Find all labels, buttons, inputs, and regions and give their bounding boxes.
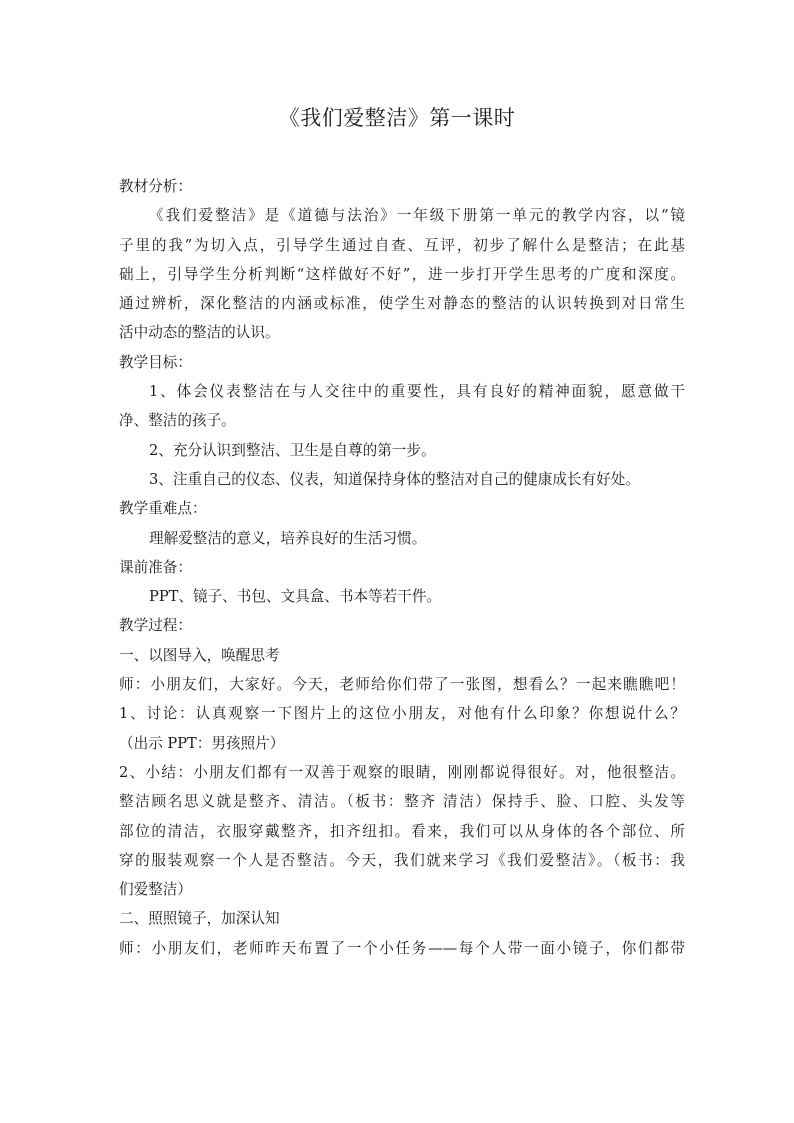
section-heading-preparation: 课前准备： [119, 558, 192, 576]
paragraph-line: （出示 PPT：男孩照片） [119, 734, 285, 752]
goal-item-line: 3、注重自己的仪态、仪表，知道保持身体的整洁对自己的健康成长有好处。 [149, 470, 640, 488]
paragraph-line: 穿的服装观察一个人是否整洁。今天，我们就来学习《我们爱整洁》。（板书：我 [119, 851, 685, 869]
paragraph-line: 础上，引导学生分析判断“这样做好不好”，进一步打开学生思考的广度和深度。 [119, 265, 685, 283]
goal-item-line: 1、体会仪表整洁在与人交往中的重要性，具有良好的精神面貌，愿意做干 [149, 383, 685, 401]
paragraph-line: 师：小朋友们，大家好。今天，老师给你们带了一张图，想看么？一起来瞧瞧吧！ [119, 676, 685, 694]
paragraph-line: 部位的清洁，衣服穿戴整齐，扣齐纽扣。看来，我们可以从身体的各个部位、所 [119, 822, 685, 840]
goal-item-line: 净、整洁的孩子。 [119, 412, 236, 430]
paragraph-line: 《我们爱整洁》是《道德与法治》一年级下册第一单元的教学内容，以“镜 [149, 207, 685, 225]
paragraph-line: 们爱整洁） [119, 881, 192, 899]
paragraph-line: 理解爱整洁的意义，培养良好的生活习惯。 [149, 529, 427, 547]
subsection-heading: 一、以图导入，唤醒思考 [119, 646, 280, 664]
document-title: 《我们爱整洁》第一课时 [278, 106, 516, 130]
section-heading-teaching-process: 教学过程： [119, 617, 192, 635]
paragraph-line: 活中动态的整洁的认识。 [119, 324, 280, 342]
paragraph-line: PPT、镜子、书包、文具盒、书本等若干件。 [149, 588, 442, 606]
section-heading-teaching-goals: 教学目标： [119, 353, 192, 371]
paragraph-line: 2、小结：小朋友们都有一双善于观察的眼睛，刚刚都说得很好。对，他很整洁。 [119, 763, 685, 781]
section-heading-textbook-analysis: 教材分析： [119, 178, 192, 195]
document-body [119, 172, 685, 963]
goal-item-line: 2、充分认识到整洁、卫生是自尊的第一步。 [149, 441, 436, 459]
paragraph-line: 师：小朋友们，老师昨天布置了一个小任务——每个人带一面小镜子，你们都带 [119, 939, 685, 957]
subsection-heading: 二、照照镜子，加深认知 [119, 910, 280, 928]
section-heading-key-points: 教学重难点： [119, 500, 207, 518]
paragraph-line: 通过辨析，深化整洁的内涵或标准，使学生对静态的整洁的认识转换到对日常生 [119, 295, 685, 313]
paragraph-line: 整洁顾名思义就是整齐、清洁。（板书：整齐 清洁）保持手、脸、口腔、头发等 [119, 793, 685, 811]
paragraph-line: 子里的我”为切入点，引导学生通过自查、互评，初步了解什么是整洁；在此基 [119, 236, 685, 254]
paragraph-line: 1、讨论：认真观察一下图片上的这位小朋友，对他有什么印象？你想说什么？ [119, 705, 685, 723]
